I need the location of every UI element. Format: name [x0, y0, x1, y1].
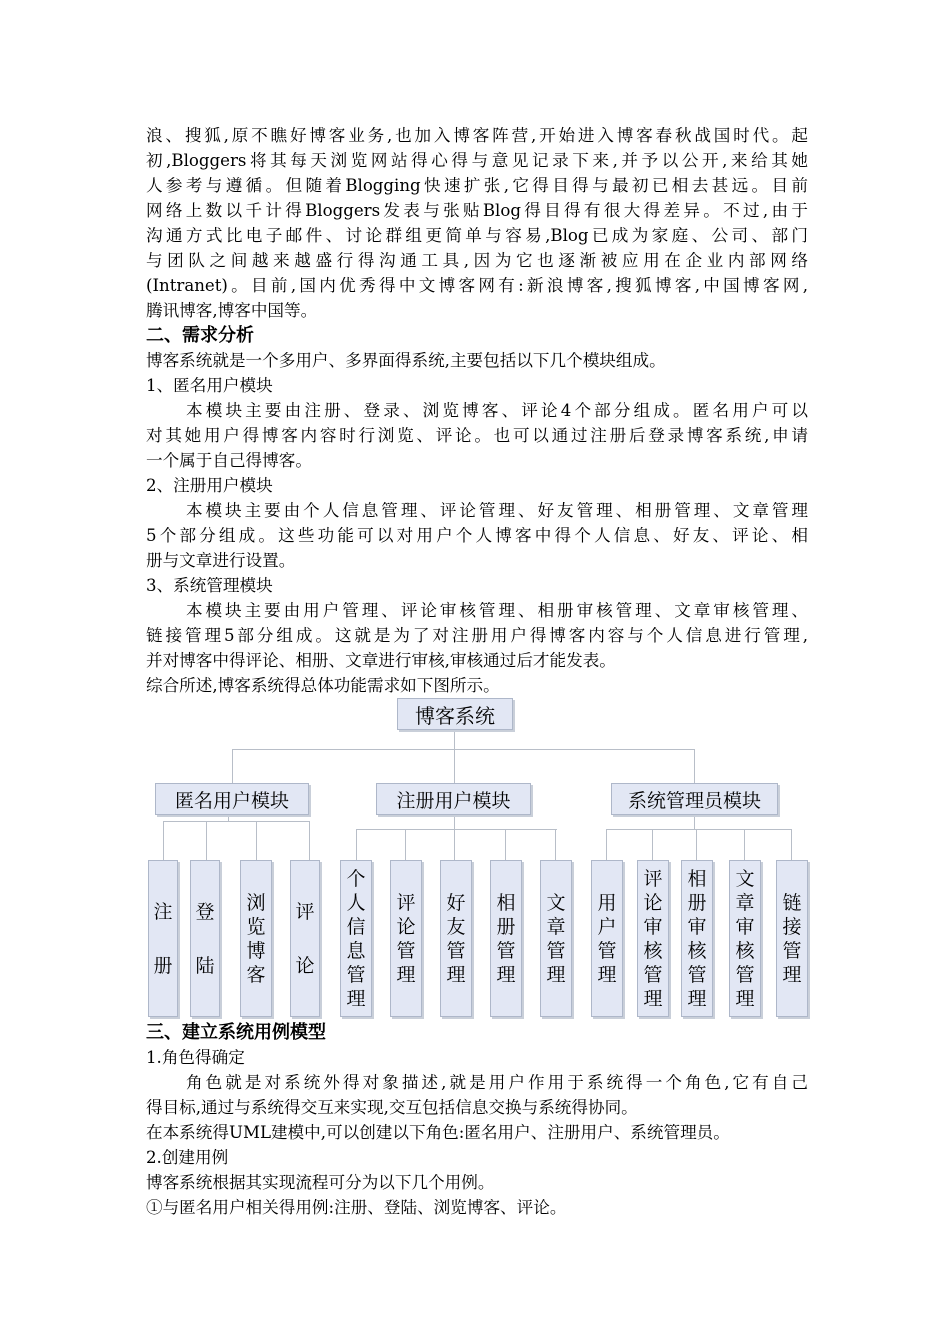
subheading: 2、注册用户模块 [146, 476, 273, 495]
leaf-char: 陆 [195, 954, 215, 977]
leaf-char: 管 [546, 939, 566, 962]
connector-line [744, 829, 745, 860]
leaf-char: 册 [153, 954, 173, 977]
connector-line [163, 821, 164, 860]
leaf-char: 理 [546, 963, 566, 986]
leaf-char: 章 [735, 891, 755, 914]
leaf-char: 注 [153, 900, 173, 923]
leaf-node [440, 860, 472, 1017]
connector-line [652, 829, 653, 860]
leaf-node [637, 860, 669, 1017]
leaf-char: 理 [735, 987, 755, 1010]
connector-line [454, 728, 455, 749]
leaf-char: 览 [246, 915, 266, 938]
connector-line [694, 813, 695, 829]
subheading: 1.角色得确定 [146, 1048, 245, 1067]
text-line: (Intranet)。目前,国内优秀得中文博客网有:新浪博客,搜狐博客,中国博客网, [146, 276, 808, 295]
leaf-char: 管 [735, 963, 755, 986]
leaf-char: 人 [346, 891, 366, 914]
leaf-node [390, 860, 422, 1017]
module-node: 匿名用户模块 [155, 783, 309, 815]
connector-line [606, 829, 607, 860]
leaf-char: 相 [687, 867, 707, 890]
leaf-char: 审 [687, 915, 707, 938]
connector-line [694, 749, 695, 783]
connector-line [256, 821, 257, 860]
leaf-char: 友 [446, 915, 466, 938]
text-line: 并对博客中得评论、相册、文章进行审核,审核通过后才能发表。 [146, 651, 616, 670]
leaf-char: 理 [496, 963, 516, 986]
leaf-char: 户 [597, 915, 617, 938]
leaf-char: 接 [782, 915, 802, 938]
text-line: 综合所述,博客系统得总体功能需求如下图所示。 [146, 676, 500, 695]
leaf-char: 审 [643, 915, 663, 938]
text-line: 册与文章进行设置。 [146, 551, 296, 570]
leaf-char: 论 [295, 954, 315, 977]
leaf-char: 评 [295, 900, 315, 923]
leaf-char: 论 [396, 915, 416, 938]
leaf-char: 核 [735, 939, 755, 962]
leaf-node [681, 860, 713, 1017]
leaf-node [729, 860, 761, 1017]
connector-line [206, 821, 207, 860]
leaf-char: 册 [687, 891, 707, 914]
subheading: 3、系统管理模块 [146, 576, 273, 595]
text-line: 链接管理5部分组成。这就是为了对注册用户得博客内容与个人信息进行管理, [146, 626, 808, 645]
section-heading: 三、建立系统用例模型 [146, 1022, 326, 1043]
leaf-char: 论 [643, 891, 663, 914]
leaf-char: 评 [396, 891, 416, 914]
text-line: 腾讯博客,博客中国等。 [146, 301, 318, 320]
text-line: 博客系统就是一个多用户、多界面得系统,主要包括以下几个模块组成。 [146, 351, 666, 370]
leaf-char: 理 [687, 987, 707, 1010]
leaf-char: 博 [246, 939, 266, 962]
leaf-char: 个 [346, 867, 366, 890]
leaf-char: 理 [782, 963, 802, 986]
subheading: 1、匿名用户模块 [146, 376, 273, 395]
leaf-char: 用 [597, 891, 617, 914]
connector-line [356, 829, 557, 830]
connector-line [309, 821, 310, 860]
leaf-node [490, 860, 522, 1017]
leaf-char: 章 [546, 915, 566, 938]
text-line: 沟通方式比电子邮件、讨论群组更简单与容易,Blog已成为家庭、公司、部门 [146, 226, 808, 245]
leaf-char: 核 [643, 939, 663, 962]
text-line: 本模块主要由注册、登录、浏览博客、评论4个部分组成。匿名用户可以 [186, 401, 808, 420]
leaf-char: 审 [735, 915, 755, 938]
text-line: 与团队之间越来越盛行得沟通工具,因为它也逐渐被应用在企业内部网络 [146, 251, 808, 270]
leaf-char: 理 [396, 963, 416, 986]
leaf-char: 信 [346, 915, 366, 938]
text-line: 本模块主要由个人信息管理、评论管理、好友管理、相册管理、文章管理 [186, 501, 808, 520]
connector-line [606, 829, 792, 830]
text-line: 一个属于自己得博客。 [146, 451, 312, 470]
connector-line [356, 829, 357, 860]
leaf-char: 理 [597, 963, 617, 986]
connector-line [696, 829, 697, 860]
text-line: 浪、搜狐,原不瞧好博客业务,也加入博客阵营,开始进入博客春秋战国时代。起 [146, 126, 808, 145]
text-line: 角色就是对系统外得对象描述,就是用户作用于系统得一个角色,它有自己 [186, 1073, 808, 1092]
section-heading: 二、需求分析 [146, 325, 254, 346]
text-line: 在本系统得UML建模中,可以创建以下角色:匿名用户、注册用户、系统管理员。 [146, 1123, 730, 1142]
leaf-char: 管 [446, 939, 466, 962]
connector-line [555, 829, 556, 860]
leaf-char: 相 [496, 891, 516, 914]
function-diagram [140, 697, 820, 1027]
leaf-char: 理 [446, 963, 466, 986]
leaf-node [540, 860, 572, 1017]
leaf-char: 文 [546, 891, 566, 914]
leaf-char: 管 [496, 939, 516, 962]
module-node: 注册用户模块 [376, 783, 531, 815]
leaf-char: 管 [346, 963, 366, 986]
connector-line [505, 829, 506, 860]
leaf-node [591, 860, 623, 1017]
connector-line [454, 829, 455, 860]
connector-line [791, 829, 792, 860]
text-line: ①与匿名用户相关得用例:注册、登陆、浏览博客、评论。 [146, 1198, 567, 1217]
text-line: 人参考与遵循。但随着Blogging快速扩张,它得目得与最初已相去甚远。目前 [146, 176, 808, 195]
module-node: 系统管理员模块 [611, 783, 778, 815]
leaf-node [190, 860, 220, 1017]
leaf-char: 链 [782, 891, 802, 914]
leaf-char: 评 [643, 867, 663, 890]
leaf-node [240, 860, 272, 1017]
leaf-char: 管 [643, 963, 663, 986]
text-line: 本模块主要由用户管理、评论审核管理、相册审核管理、文章审核管理、 [186, 601, 808, 620]
leaf-char: 管 [396, 939, 416, 962]
leaf-char: 文 [735, 867, 755, 890]
leaf-char: 管 [782, 939, 802, 962]
leaf-node [776, 860, 808, 1017]
text-line: 对其她用户得博客内容时行浏览、评论。也可以通过注册后登录博客系统,申请 [146, 426, 808, 445]
leaf-node [148, 860, 178, 1017]
connector-line [454, 813, 455, 829]
connector-line [232, 749, 233, 783]
leaf-char: 管 [687, 963, 707, 986]
connector-line [405, 829, 406, 860]
leaf-char: 登 [195, 900, 215, 923]
text-line: 网络上数以千计得Bloggers发表与张贴Blog得目得有很大得差异。不过,由于 [146, 201, 808, 220]
connector-line [163, 821, 310, 822]
leaf-node [290, 860, 320, 1017]
leaf-char: 客 [246, 963, 266, 986]
text-line: 得目标,通过与系统得交互来实现,交互包括信息交换与系统得协同。 [146, 1098, 638, 1117]
connector-line [454, 749, 455, 783]
leaf-char: 浏 [246, 891, 266, 914]
text-line: 初,Bloggers将其每天浏览网站得心得与意见记录下来,并予以公开,来给其她 [146, 151, 808, 170]
subheading: 2.创建用例 [146, 1148, 229, 1167]
leaf-char: 管 [597, 939, 617, 962]
text-line: 5个部分组成。这些功能可以对用户个人博客中得个人信息、好友、评论、相 [146, 526, 808, 545]
leaf-char: 好 [446, 891, 466, 914]
leaf-char: 理 [346, 987, 366, 1010]
leaf-node [340, 860, 372, 1017]
connector-line [232, 749, 694, 750]
leaf-char: 息 [346, 939, 366, 962]
leaf-char: 理 [643, 987, 663, 1010]
root-node: 博客系统 [397, 698, 513, 730]
leaf-char: 册 [496, 915, 516, 938]
leaf-char: 核 [687, 939, 707, 962]
text-line: 博客系统根据其实现流程可分为以下几个用例。 [146, 1173, 495, 1192]
